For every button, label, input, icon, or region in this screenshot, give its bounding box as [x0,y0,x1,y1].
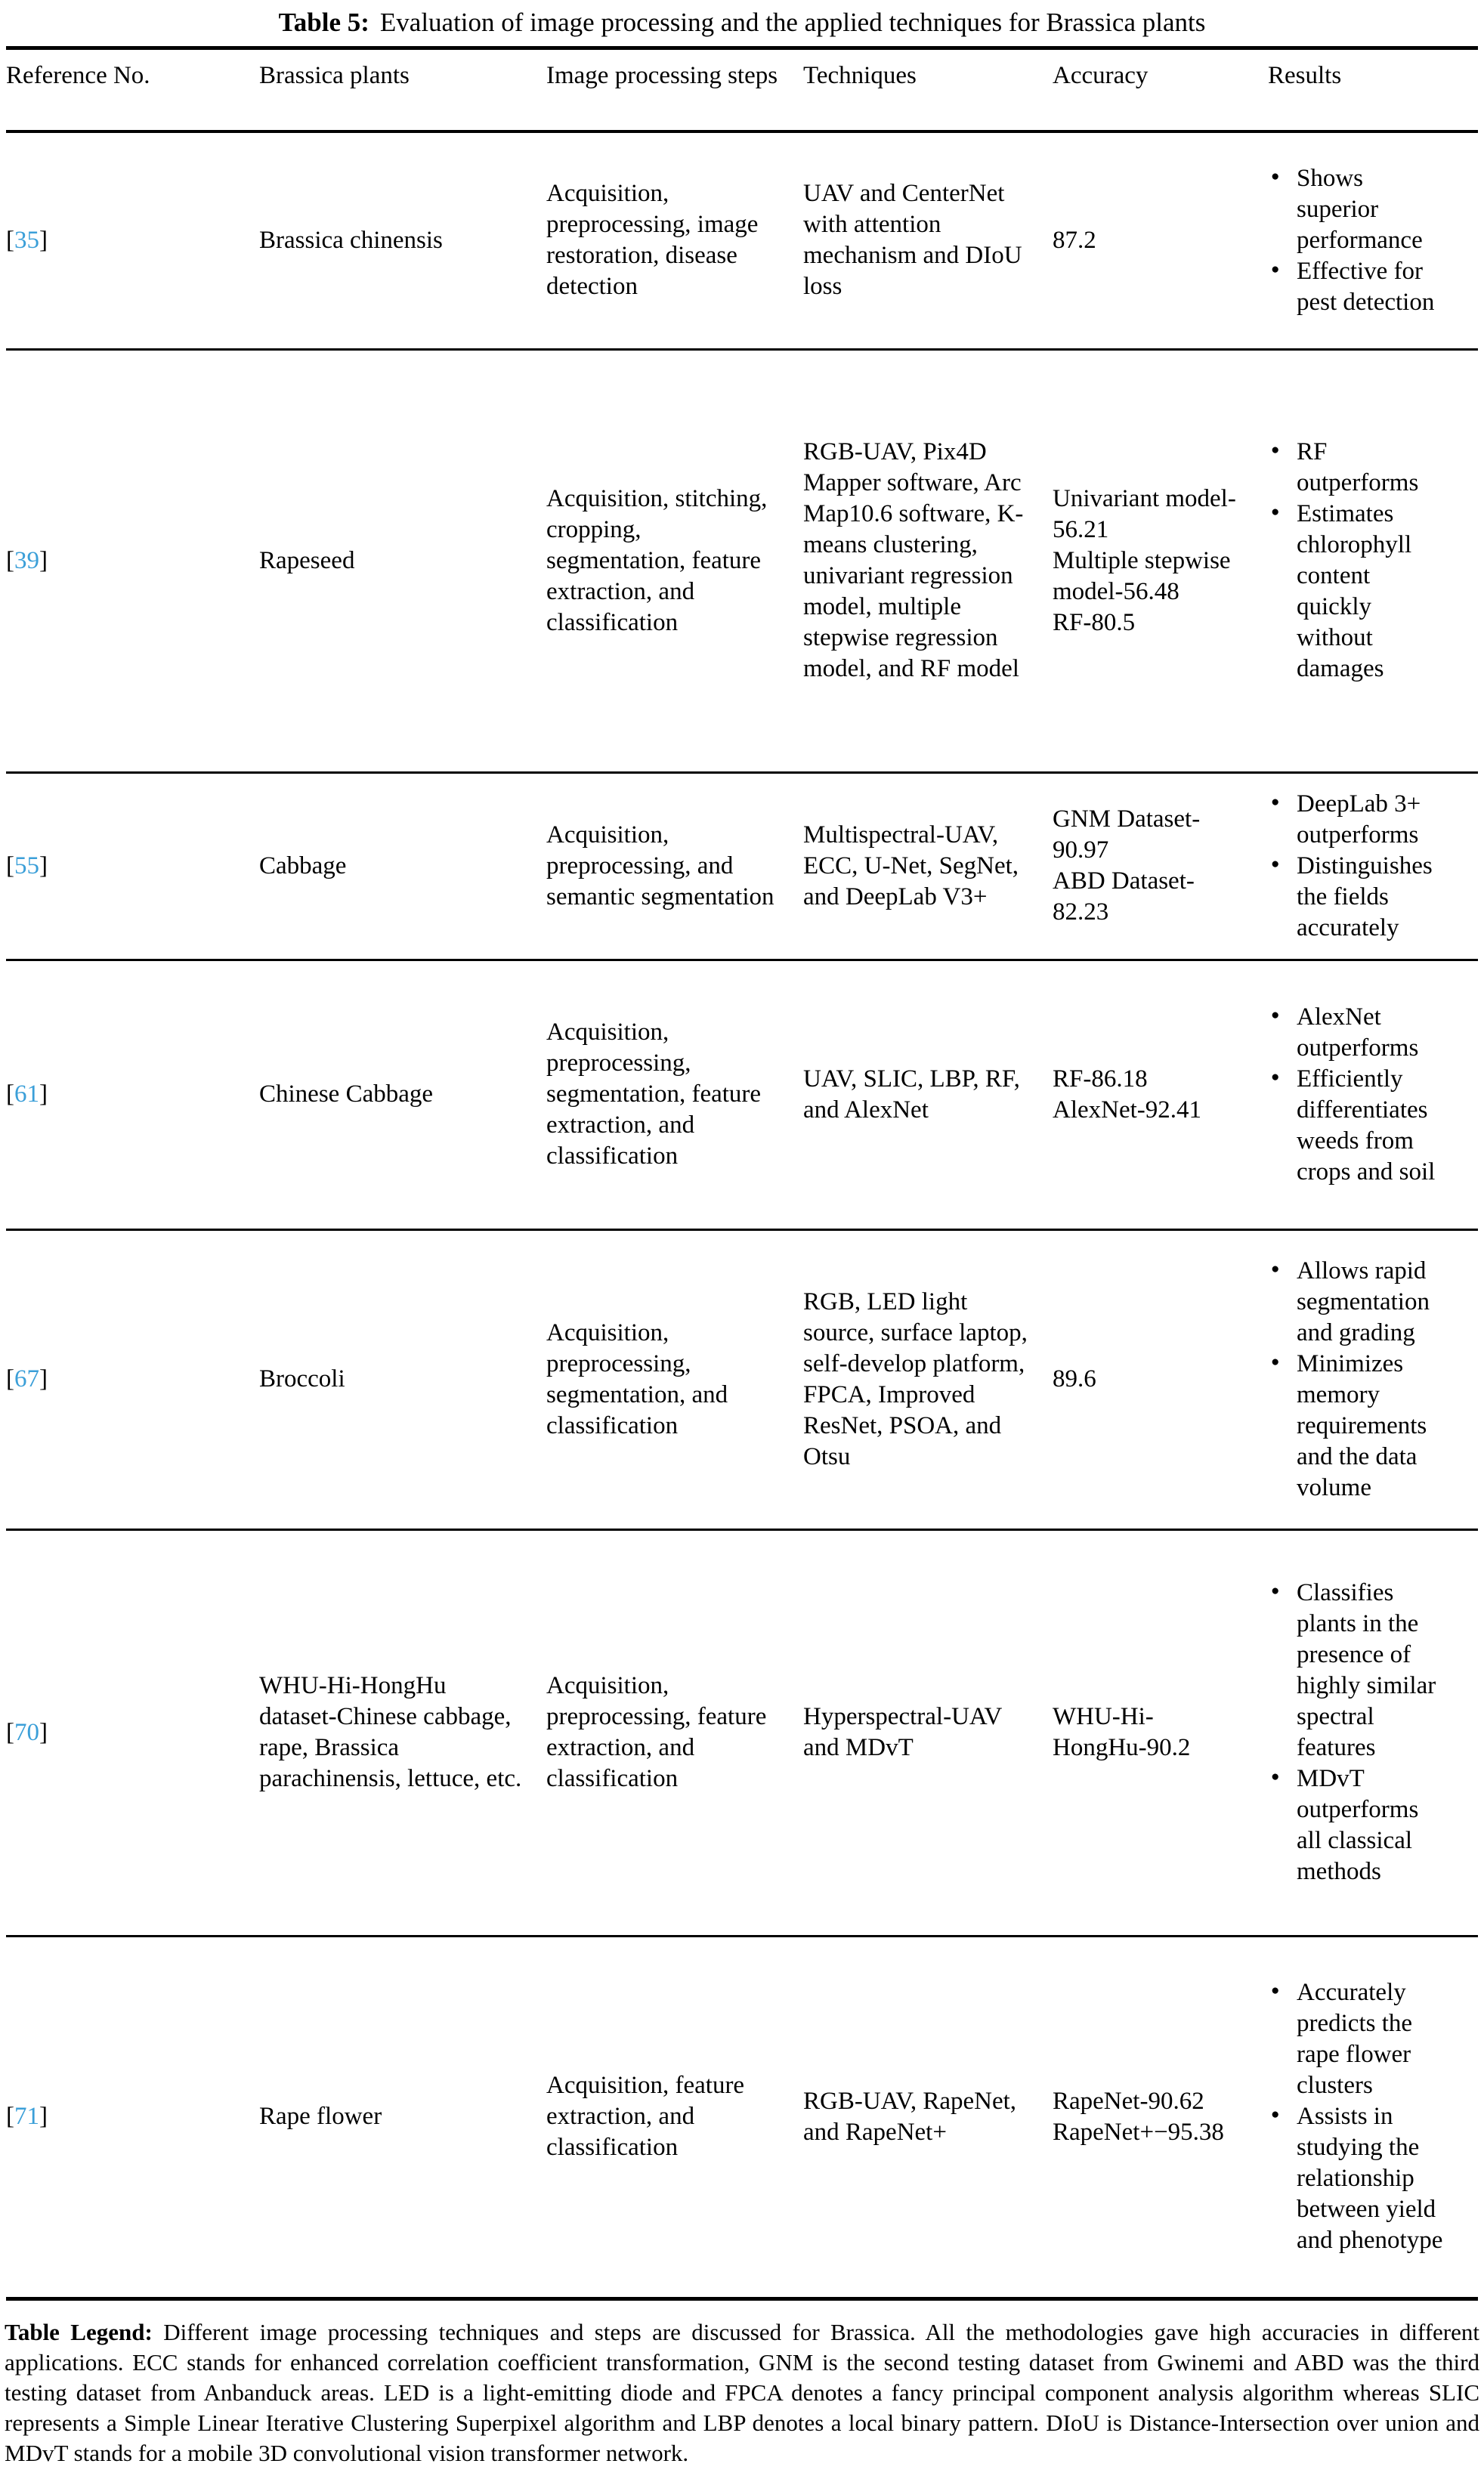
result-item [1268,256,1448,318]
steps-cell: Acquisition, preprocessing, segmentation, and classification [546,1229,803,1529]
ref-cell [6,349,259,772]
ref-cell [6,1529,259,1936]
plant-cell: Chinese Cabbage [259,960,546,1229]
evaluation-table [6,46,1478,2301]
accuracy-cell [1053,1229,1268,1529]
steps-cell: Acquisition, stitching, cropping, segmentation, feature extraction, and classification [546,349,803,772]
accuracy-value: RapeNet-90.62 [1053,2087,1204,2115]
bullet-icon: ● [1271,1983,1280,1998]
bracket: ] [39,1718,48,1746]
bullet-icon: ● [1271,855,1280,872]
result-item [1268,163,1448,256]
accuracy-cell [1053,1936,1268,2298]
result-item [1268,1349,1448,1504]
result-text: Efficiently differentiates weeds from crops and soil [1297,1065,1436,1185]
accuracy-value: RF-86.18 [1053,1065,1148,1093]
result-text: Assists in studying the relationship between yield and phenotype [1297,2103,1443,2254]
steps-cell: Acquisition, preprocessing, feature extraction, and classification [546,1529,803,1936]
result-text: Classifies plants in the presence of highly similar spectral features [1297,1579,1436,1761]
column-header-accuracy: Accuracy [1053,48,1268,132]
result-item [1268,2101,1448,2256]
result-text: Estimates chlorophyll content quickly without damages [1297,500,1412,682]
result-item [1268,851,1448,944]
column-header-steps: Image processing steps [546,48,803,132]
accuracy-value: Univariant model-56.21 [1053,484,1236,543]
accuracy-cell [1053,960,1268,1229]
plant-cell: Broccoli [259,1229,546,1529]
techniques-cell: UAV, SLIC, LBP, RF, and AlexNet [803,960,1053,1229]
result-item [1268,1002,1448,1064]
bullet-icon: ● [1271,168,1280,184]
result-item [1268,1064,1448,1188]
ref-cell [6,1936,259,2298]
accuracy-value: 87.2 [1053,226,1096,254]
results-cell [1268,349,1478,772]
citation-link[interactable]: 70 [14,1718,39,1746]
accuracy-value: RF-80.5 [1053,608,1136,636]
plant-cell: Cabbage [259,772,546,960]
plant-cell: Brassica chinensis [259,131,546,349]
accuracy-value: GNM Dataset-90.97 [1053,805,1201,864]
results-cell [1268,1936,1478,2298]
bracket: [ [6,226,14,254]
citation-link[interactable]: 35 [14,226,39,254]
steps-cell: Acquisition, preprocessing, image restoration, disease detection [546,131,803,349]
steps-cell: Acquisition, preprocessing, and semantic segmentation [546,772,803,960]
result-text: DeepLab 3+ outperforms [1297,790,1421,849]
bullet-icon: ● [1271,1006,1280,1023]
result-text: MDvT outperforms all classical methods [1297,1765,1419,1885]
ref-cell [6,772,259,960]
bracket: [ [6,2103,14,2130]
bullet-icon: ● [1271,2107,1280,2122]
bullet-icon: ● [1271,793,1280,810]
techniques-cell: RGB-UAV, Pix4D Mapper software, Arc Map10.6 software, K-means clustering, univariant regression model, multiple stepwise regression model, and RF model [803,349,1053,772]
techniques-cell: Multispectral-UAV, ECC, U-Net, SegNet, and DeepLab V3+ [803,772,1053,960]
citation-link[interactable]: 61 [14,1080,39,1108]
accuracy-value: AlexNet-92.41 [1053,1096,1202,1124]
result-item [1268,437,1448,499]
citation-link[interactable]: 39 [14,546,39,574]
steps-cell: Acquisition, preprocessing, segmentation, feature extraction, and classification [546,960,803,1229]
results-cell [1268,1529,1478,1936]
bullet-icon: ● [1271,1353,1280,1370]
bracket: [ [6,1080,14,1108]
techniques-cell: RGB, LED light source, surface laptop, self-develop platform, FPCA, Improved ResNet, PSOA, and Otsu [803,1229,1053,1529]
result-item [1268,1977,1448,2101]
results-cell [1268,1229,1478,1529]
column-header-reference: Reference No. [6,48,259,132]
result-item [1268,789,1448,851]
column-header-plants: Brassica plants [259,48,546,132]
header-row [6,48,1478,132]
result-text: Minimizes memory requirements and the data volume [1297,1349,1427,1501]
plant-cell: WHU-Hi-HongHu dataset-Chinese cabbage, rape, Brassica parachinensis, lettuce, etc. [259,1529,546,1936]
result-text: Allows rapid segmentation and grading [1297,1257,1430,1346]
plant-cell: Rape flower [259,2103,382,2130]
bracket: ] [39,226,48,254]
bracket: ] [39,1365,48,1393]
table-row [6,772,1478,960]
column-header-techniques: Techniques [803,48,1053,132]
result-item [1268,1256,1448,1349]
citation-link[interactable]: 71 [14,2103,39,2130]
table-title [0,0,1484,39]
bracket: ] [39,852,48,879]
result-text: RF outperforms [1297,438,1419,496]
table-row [6,960,1478,1229]
bracket: ] [39,546,48,574]
column-header-results: Results [1268,48,1478,132]
accuracy-cell [1053,131,1268,349]
citation-link[interactable]: 55 [14,852,39,879]
table-row [6,349,1478,772]
bullet-icon: ● [1271,1769,1280,1785]
result-item [1268,1763,1448,1887]
table-legend-label: Table Legend: [5,2318,153,2345]
citation-link[interactable]: 67 [14,1365,39,1393]
bullet-icon: ● [1271,261,1280,277]
accuracy-cell [1053,1529,1268,1936]
table-title-label: Table 5: [278,8,369,37]
result-text: AlexNet outperforms [1297,1003,1419,1062]
results-cell [1268,131,1478,349]
result-item [1268,1578,1448,1763]
techniques-cell: Hyperspectral-UAV and MDvT [803,1529,1053,1936]
result-text: Effective for pest detection [1297,257,1435,316]
bracket: [ [6,546,14,574]
bracket: ] [39,1080,48,1108]
table-row [6,1529,1478,1936]
accuracy-cell [1053,349,1268,772]
techniques-cell: UAV and CenterNet with attention mechanism and DIoU loss [803,131,1053,349]
result-text: Accurately predicts the rape flower clusters [1297,1979,1413,2099]
bracket: [ [6,1365,14,1393]
table-row [6,1936,1478,2298]
ref-cell [6,1229,259,1529]
bracket: [ [6,1718,14,1746]
bracket: [ [6,852,14,879]
bullet-icon: ● [1271,1260,1280,1277]
results-cell [1268,772,1478,960]
result-text: Distinguishes the fields accurately [1297,852,1433,941]
bracket: ] [39,2103,48,2130]
steps-cell: Acquisition, feature extraction, and classification [546,2072,745,2161]
bullet-icon: ● [1271,442,1280,458]
accuracy-value: ABD Dataset-82.23 [1053,867,1195,926]
bullet-icon: ● [1271,1583,1280,1599]
techniques-cell: RGB-UAV, RapeNet, and RapeNet+ [803,2087,1017,2146]
table-row [6,131,1478,349]
accuracy-value: RapeNet+−95.38 [1053,2118,1224,2146]
table-title-text: Evaluation of image processing and the applied techniques for Brassica plants [379,8,1206,37]
bullet-icon: ● [1271,504,1280,520]
accuracy-value: WHU-Hi-HongHu-90.2 [1053,1703,1191,1761]
table-row [6,1229,1478,1529]
table-legend-text: Different image processing techniques and steps are discussed for Brassica. All the methodologies gave high accuracies in different applications. ECC stands for enhanced correlation coefficient transformation, GNM is the second testing dataset from Gwinemi and ABD was the third testing dataset from Anbanduck areas. LED is a light-emitting diode and FPCA denotes a fancy principal component analysis algorithm whereas SLIC represents a Simple Linear Iterative Clustering Superpixel algorithm and LBP denotes a local binary pattern. DIoU is Distance-Intersection over union and MDvT stands for a mobile 3D convolutional vision transformer network. [5,2318,1479,2466]
results-cell [1268,960,1478,1229]
plant-cell: Rapeseed [259,349,546,772]
bullet-icon: ● [1271,1068,1280,1085]
accuracy-cell [1053,772,1268,960]
result-text: Shows superior performance [1297,164,1423,254]
accuracy-value: Multiple stepwise model-56.48 [1053,546,1231,605]
ref-cell [6,960,259,1229]
table-legend [5,2317,1479,2476]
accuracy-value: 89.6 [1053,1365,1096,1393]
ref-cell [6,131,259,349]
result-item [1268,499,1448,685]
